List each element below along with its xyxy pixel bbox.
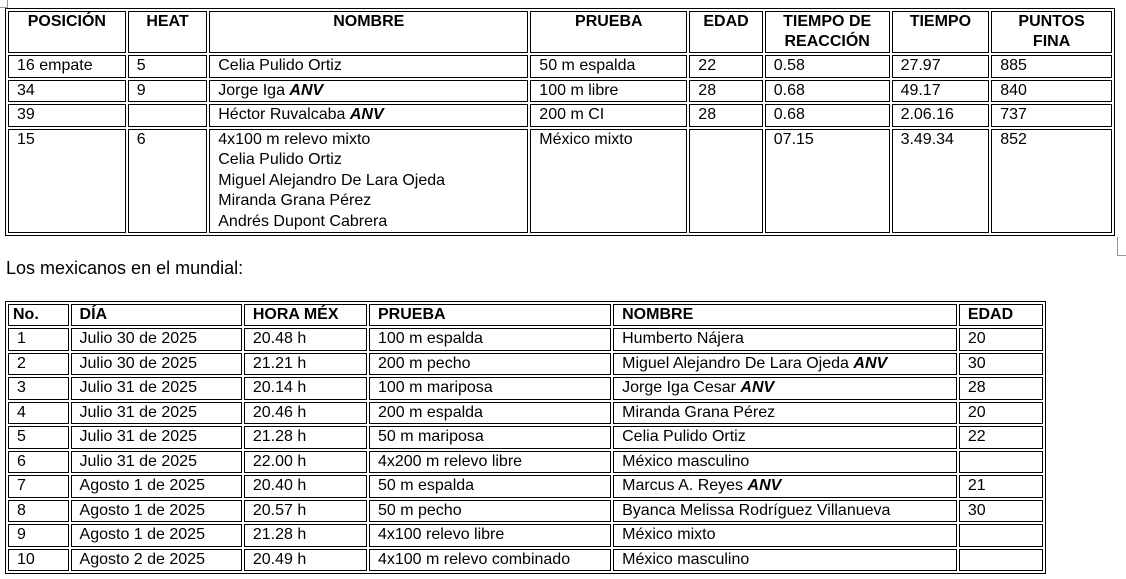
schedule-row <box>8 377 1043 400</box>
cell-no <box>8 524 69 547</box>
schedule-row <box>8 475 1043 498</box>
cell-hora <box>244 402 367 425</box>
cell-edad <box>959 377 1043 400</box>
anv-tag: ANV <box>289 81 324 99</box>
cell-edad <box>959 328 1043 351</box>
schedule-row <box>8 524 1043 547</box>
schedule-row <box>8 353 1043 376</box>
relay-line: 4x100 m relevo mixto <box>218 130 371 148</box>
header-nombre: NOMBRE <box>613 304 957 326</box>
cell-nombre <box>613 353 957 376</box>
cell-hora <box>244 549 367 572</box>
cell-dia-text: Agosto 1 de 2025 <box>79 501 205 519</box>
header-nombre: NOMBRE <box>209 11 528 53</box>
cell-nombre <box>613 328 957 351</box>
cell-dia <box>71 524 242 547</box>
header-tiempo: TIEMPO <box>892 11 990 53</box>
cell-tiempo <box>892 104 990 127</box>
cell-dia-text: Julio 31 de 2025 <box>79 379 197 396</box>
cell-nombre <box>613 475 957 498</box>
cell-prueba <box>530 80 687 103</box>
cell-tiempo <box>892 55 990 78</box>
cell-reaccion <box>765 104 890 127</box>
cell-prueba <box>369 402 611 425</box>
cell-posicion <box>8 80 126 103</box>
cell-nombre-text: Jorge Iga <box>218 81 285 99</box>
cell-nombre-text: Celia Pulido Ortiz <box>218 57 342 74</box>
cell-dia <box>71 328 242 351</box>
header-hora: HORA MÉX <box>244 304 367 326</box>
cell-dia-text: Julio 31 de 2025 <box>79 403 197 421</box>
cell-hora-text: 21.21 h <box>252 354 307 372</box>
cell-edad-text: 21 <box>967 477 986 494</box>
cell-nombre-text: Celia Pulido Ortiz <box>622 428 746 445</box>
cell-no <box>8 402 69 425</box>
cell-nombre <box>209 55 528 78</box>
cell-edad-text: 28 <box>967 379 986 396</box>
header-prueba: PRUEBA <box>530 11 687 53</box>
header-posicion: POSICIÓN <box>8 11 126 53</box>
cell-edad-text: 30 <box>967 501 986 519</box>
cell-no-text: 10 <box>17 550 35 568</box>
cell-edad-text: 20 <box>967 403 986 421</box>
cell-hora-text: 22.00 h <box>252 452 307 470</box>
cell-edad <box>689 104 762 127</box>
cell-hora-text: 20.57 h <box>252 501 307 519</box>
cell-edad-text: 28 <box>698 81 717 99</box>
cell-hora <box>244 328 367 351</box>
cell-no <box>8 475 69 498</box>
cell-prueba <box>530 55 687 78</box>
cell-edad-text: 30 <box>967 354 986 372</box>
cell-posicion <box>8 55 126 78</box>
header-no: No. <box>8 304 69 326</box>
schedule-row <box>8 549 1043 572</box>
header-puntos-fina: PUNTOS FINA <box>991 11 1112 53</box>
cell-tiempo-text: 49.17 <box>900 81 941 99</box>
cell-dia <box>71 451 242 474</box>
cell-prueba <box>369 451 611 474</box>
schedule-row <box>8 451 1043 474</box>
cell-prueba <box>369 549 611 572</box>
cell-dia <box>71 500 242 523</box>
cell-hora <box>244 475 367 498</box>
cell-reaccion: 07.15 <box>765 129 890 234</box>
cell-no <box>8 549 69 572</box>
cell-nombre-text: México mixto <box>622 526 716 543</box>
cell-prueba <box>369 377 611 400</box>
cell-no-text: 7 <box>17 477 26 494</box>
cell-prueba <box>369 353 611 376</box>
cell-edad <box>689 55 762 78</box>
cell-nombre <box>613 549 957 572</box>
schedule-row <box>8 328 1043 351</box>
cell-dia-text: Agosto 2 de 2025 <box>79 550 205 568</box>
cell-prueba <box>530 104 687 127</box>
cell-posicion-text: 39 <box>17 106 35 123</box>
cell-posicion <box>8 104 126 127</box>
cell-puntos-text: 885 <box>1000 57 1027 74</box>
relay-result-row <box>8 129 1112 234</box>
cell-edad-text: 22 <box>967 428 986 445</box>
cell-reaccion <box>765 80 890 103</box>
cell-nombre <box>613 524 957 547</box>
cell-dia-text: Julio 31 de 2025 <box>79 428 197 445</box>
cell-heat <box>128 80 208 103</box>
cell-prueba-text: 200 m pecho <box>377 354 471 372</box>
cell-tiempo <box>892 80 990 103</box>
cell-nombre <box>613 500 957 523</box>
cell-dia <box>71 377 242 400</box>
cell-no-text: 9 <box>17 526 26 543</box>
cell-dia-text: Agosto 1 de 2025 <box>79 477 205 494</box>
cell-puntos <box>991 55 1112 78</box>
cell-nombre <box>613 402 957 425</box>
cell-nombre <box>613 426 957 449</box>
cell-nombre-text: México masculino <box>622 550 750 568</box>
cell-hora-text: 21.28 h <box>252 428 307 445</box>
cell-edad <box>689 129 762 234</box>
cell-edad <box>959 451 1043 474</box>
cell-tiempo-text: 27.97 <box>900 57 941 74</box>
relay-line: Miguel Alejandro De Lara Ojeda <box>218 171 446 189</box>
cell-prueba-text: 50 m espalda <box>539 57 636 74</box>
cell-heat: 6 <box>128 129 208 234</box>
cell-prueba <box>369 328 611 351</box>
cell-nombre-relay <box>209 129 528 234</box>
cell-no-text: 1 <box>17 330 26 347</box>
cell-edad-text: 22 <box>698 57 717 74</box>
cell-hora <box>244 451 367 474</box>
cell-no <box>8 426 69 449</box>
cell-prueba <box>369 475 611 498</box>
cell-reaccion-text: 0.58 <box>773 57 805 74</box>
header-prueba: PRUEBA <box>369 304 611 326</box>
cell-no-text: 8 <box>17 501 26 519</box>
cell-nombre-text: Miranda Grana Pérez <box>622 403 776 421</box>
cell-prueba-text: 100 m libre <box>539 81 619 99</box>
cell-reaccion-text: 0.68 <box>773 106 805 123</box>
cell-no <box>8 500 69 523</box>
cell-dia <box>71 549 242 572</box>
cell-hora-text: 20.48 h <box>252 330 307 347</box>
cell-prueba-text: 100 m espalda <box>377 330 483 347</box>
cell-hora <box>244 524 367 547</box>
cell-puntos <box>991 104 1112 127</box>
cell-prueba-text: 200 m CI <box>539 106 605 123</box>
cell-dia-text: Julio 30 de 2025 <box>79 354 197 372</box>
cell-reaccion <box>765 55 890 78</box>
header-dia: DÍA <box>71 304 242 326</box>
cell-hora-text: 20.14 h <box>252 379 307 396</box>
cell-nombre-text: Humberto Nájera <box>622 330 744 347</box>
text-boundary-mark <box>1117 237 1126 256</box>
cell-puntos-text: 737 <box>1000 106 1027 123</box>
cell-dia <box>71 426 242 449</box>
cell-posicion: 15 <box>8 129 126 234</box>
header-tiempo-reaccion: TIEMPO DE REACCIÓN <box>765 11 890 53</box>
cell-prueba: México mixto <box>530 129 687 234</box>
cell-prueba <box>369 426 611 449</box>
cell-hora <box>244 500 367 523</box>
cell-dia <box>71 353 242 376</box>
cell-posicion-text: 16 empate <box>17 57 93 74</box>
cell-tiempo: 3.49.34 <box>892 129 990 234</box>
cell-edad <box>959 500 1043 523</box>
cell-nombre <box>613 451 957 474</box>
cell-no <box>8 353 69 376</box>
header-edad: EDAD <box>959 304 1043 326</box>
cell-edad-text: 20 <box>967 330 986 347</box>
cell-prueba <box>369 524 611 547</box>
cell-no <box>8 377 69 400</box>
cell-nombre-text: Héctor Ruvalcaba <box>218 106 346 123</box>
cell-heat <box>128 104 208 127</box>
cell-hora <box>244 377 367 400</box>
cell-dia <box>71 475 242 498</box>
cell-hora-text: 20.40 h <box>252 477 307 494</box>
cell-edad-text: 28 <box>698 106 717 123</box>
cell-edad <box>959 549 1043 572</box>
anv-tag: ANV <box>747 477 782 494</box>
cell-heat-text: 9 <box>136 81 146 99</box>
cell-edad <box>959 524 1043 547</box>
cell-edad <box>959 402 1043 425</box>
cell-edad <box>959 426 1043 449</box>
cell-nombre-text: México masculino <box>622 452 750 470</box>
cell-prueba-text: 50 m pecho <box>377 501 462 519</box>
cell-nombre-text: Marcus A. Reyes <box>622 477 744 494</box>
result-row <box>8 104 1112 127</box>
header-heat: HEAT <box>128 11 208 53</box>
cell-prueba-text: 200 m espalda <box>377 403 483 421</box>
cell-edad <box>959 353 1043 376</box>
result-row <box>8 80 1112 103</box>
schedule-caption: Los mexicanos en el mundial: <box>6 258 244 278</box>
cell-dia-text: Julio 31 de 2025 <box>79 452 197 470</box>
page-corner-mark <box>0 0 8 8</box>
results-header-row <box>8 11 1112 53</box>
cell-no-text: 2 <box>17 354 26 372</box>
schedule-table <box>5 301 1046 574</box>
cell-hora-text: 20.49 h <box>252 550 307 568</box>
schedule-row <box>8 402 1043 425</box>
anv-tag: ANV <box>740 379 775 396</box>
schedule-row <box>8 426 1043 449</box>
cell-heat-text: 5 <box>136 57 146 74</box>
relay-line: Andrés Dupont Cabrera <box>218 212 388 230</box>
cell-nombre <box>613 377 957 400</box>
cell-hora-text: 21.28 h <box>252 526 307 543</box>
cell-no-text: 5 <box>17 428 26 445</box>
anv-tag: ANV <box>853 354 888 372</box>
cell-no <box>8 328 69 351</box>
cell-prueba-text: 100 m mariposa <box>377 379 493 396</box>
cell-nombre <box>209 104 528 127</box>
cell-prueba-text: 4x100 relevo libre <box>377 526 505 543</box>
cell-prueba-text: 4x100 m relevo combinado <box>377 550 571 568</box>
anv-tag: ANV <box>349 106 384 123</box>
cell-hora-text: 20.46 h <box>252 403 307 421</box>
cell-edad <box>689 80 762 103</box>
relay-line: Miranda Grana Pérez <box>218 192 372 209</box>
cell-hora <box>244 353 367 376</box>
cell-edad <box>959 475 1043 498</box>
cell-prueba <box>369 500 611 523</box>
cell-nombre-text: Byanca Melissa Rodríguez Villanueva <box>622 501 891 519</box>
cell-puntos: 852 <box>991 129 1112 234</box>
cell-puntos <box>991 80 1112 103</box>
cell-no-text: 3 <box>17 379 26 396</box>
cell-reaccion-text: 0.68 <box>773 81 805 99</box>
cell-nombre-text: Miguel Alejandro De Lara Ojeda <box>622 354 849 372</box>
cell-posicion-text: 34 <box>17 81 35 99</box>
cell-nombre <box>209 80 528 103</box>
cell-no-text: 6 <box>17 452 26 470</box>
cell-no <box>8 451 69 474</box>
relay-line: Celia Pulido Ortiz <box>218 151 342 168</box>
cell-hora <box>244 426 367 449</box>
cell-nombre-text: Jorge Iga Cesar <box>622 379 736 396</box>
cell-no-text: 4 <box>17 403 26 421</box>
schedule-row <box>8 500 1043 523</box>
cell-puntos-text: 840 <box>1000 81 1027 99</box>
cell-prueba-text: 50 m mariposa <box>377 428 484 445</box>
cell-prueba-text: 50 m espalda <box>377 477 475 494</box>
cell-dia-text: Agosto 1 de 2025 <box>79 526 205 543</box>
cell-heat <box>128 55 208 78</box>
cell-tiempo-text: 2.06.16 <box>900 106 954 123</box>
cell-dia-text: Julio 30 de 2025 <box>79 330 197 347</box>
result-row <box>8 55 1112 78</box>
results-table <box>5 8 1115 236</box>
header-edad: EDAD <box>689 11 762 53</box>
cell-prueba-text: 4x200 m relevo libre <box>377 452 523 470</box>
schedule-header-row <box>8 304 1043 326</box>
cell-dia <box>71 402 242 425</box>
